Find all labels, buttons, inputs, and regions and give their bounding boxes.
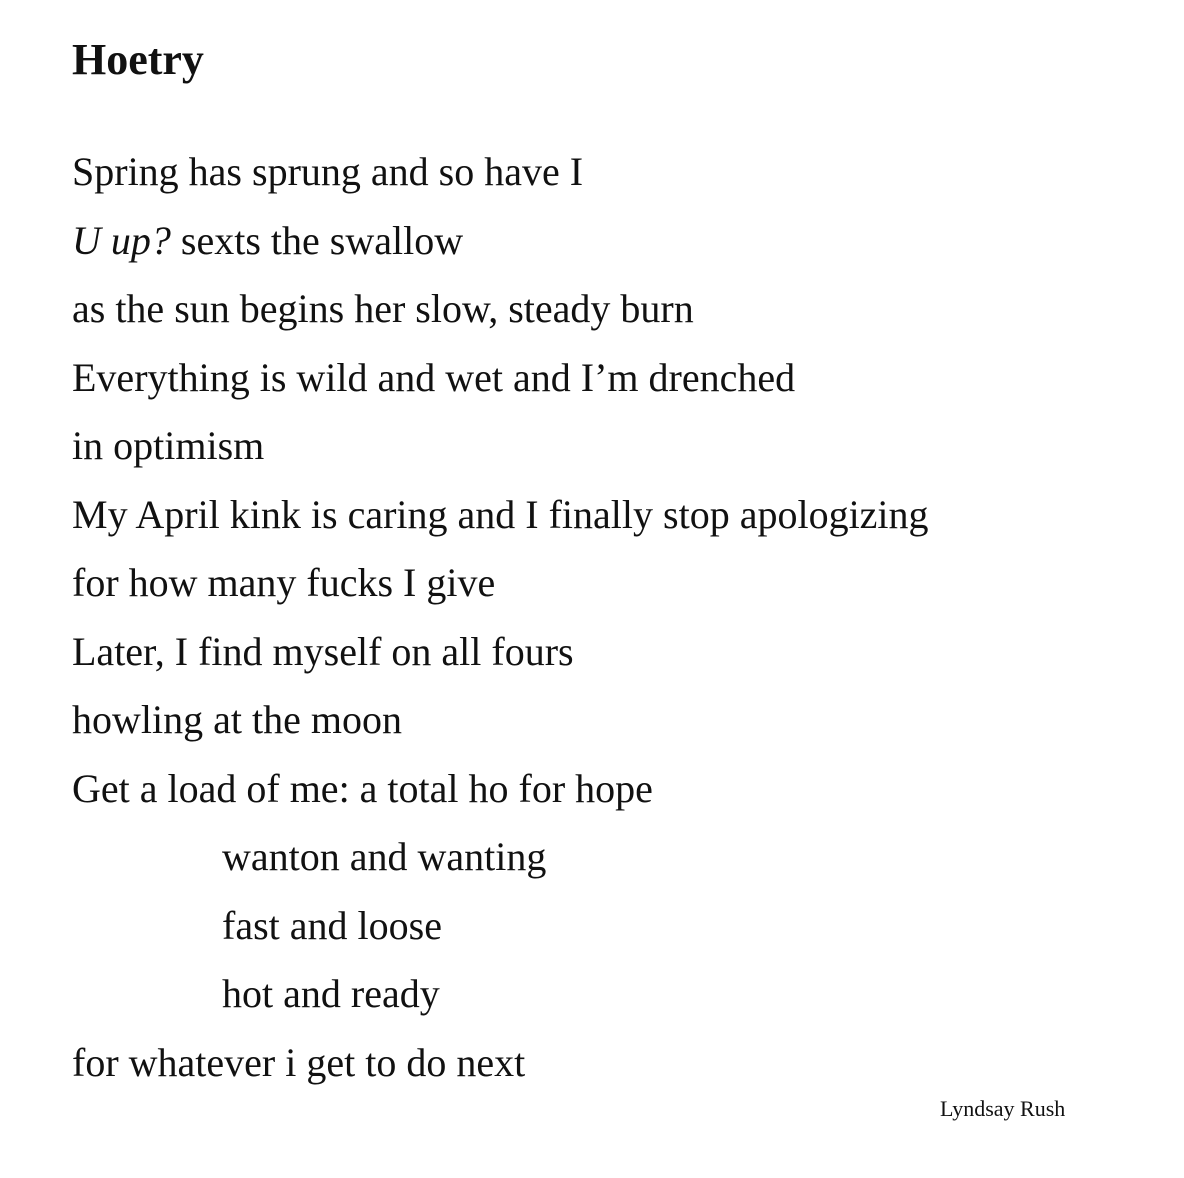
- poem-line-indented: [72, 823, 1132, 892]
- poem-body: [72, 138, 1132, 1097]
- poem-line-indented: [72, 960, 1132, 1029]
- poem-line-text: My April kink is caring and I finally stop apologizing: [72, 491, 929, 537]
- poem-line-text: for whatever i get to do next: [72, 1039, 526, 1085]
- poem-line: [72, 1029, 1132, 1098]
- poem-line-text: as the sun begins her slow, steady burn: [72, 286, 694, 331]
- poem-line-text: in optimism: [72, 423, 265, 468]
- poem-line-text: Spring has sprung and so have I: [72, 149, 584, 194]
- poem-line-text: sexts the swallow: [170, 217, 464, 263]
- poem-line: [72, 549, 1132, 618]
- poem-line: [72, 412, 1132, 481]
- poem-line-text: howling at the moon: [72, 697, 402, 742]
- poem-line: [72, 755, 1132, 824]
- poem-line: [72, 481, 1132, 550]
- poem-line-text: for how many fucks I give: [72, 560, 496, 605]
- poem-line: [72, 618, 1132, 687]
- poem-line: [72, 275, 1132, 344]
- author-signature: Lyndsay Rush: [940, 1096, 1066, 1121]
- poem-line-text: wanton and wanting: [222, 834, 547, 879]
- poem-line-text: hot and ready: [222, 971, 440, 1016]
- poem-title: Hoetry: [72, 35, 204, 84]
- poem-line: [72, 344, 1132, 413]
- poem-line: [72, 686, 1132, 755]
- poem-line-text: fast and loose: [222, 902, 442, 948]
- poem-line: [72, 138, 1132, 207]
- poem-line-indented: [72, 892, 1132, 961]
- poem-line-text: Later, I find myself on all fours: [72, 628, 574, 674]
- poem-line-italic-text: U up?: [72, 217, 171, 263]
- poem-line-text: Get a load of me: a total ho for hope: [72, 765, 653, 811]
- poem-line: [72, 207, 1132, 276]
- poem-line-text: Everything is wild and wet and I’m drenched: [72, 354, 796, 400]
